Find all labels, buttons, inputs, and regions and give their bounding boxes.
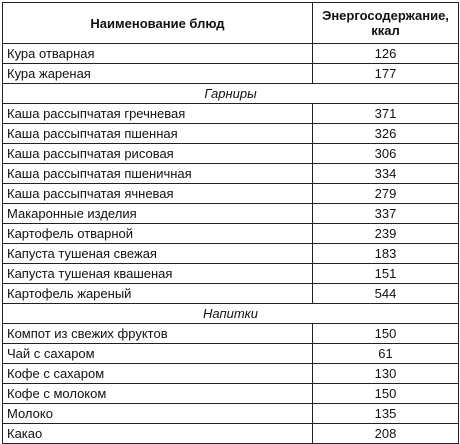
- dish-name-cell: Кура отварная: [3, 44, 313, 64]
- dish-name-cell: Капуста тушеная свежая: [3, 244, 313, 264]
- dish-name-cell: Каша рассыпчатая пшеничная: [3, 164, 313, 184]
- table-body: [3, 44, 459, 444]
- dish-name-cell: Каша рассыпчатая ячневая: [3, 184, 313, 204]
- section-row: [3, 84, 459, 104]
- table-row: [3, 364, 459, 384]
- energy-value-cell: 61: [313, 344, 459, 364]
- header-dish-name: Наименование блюд: [3, 3, 313, 44]
- energy-value-cell: 183: [313, 244, 459, 264]
- dish-name-cell: Какао: [3, 424, 313, 444]
- energy-value-cell: 239: [313, 224, 459, 244]
- dish-name-cell: Картофель отварной: [3, 224, 313, 244]
- dish-name-cell: Капуста тушеная квашеная: [3, 264, 313, 284]
- table-row: [3, 164, 459, 184]
- table-row: [3, 284, 459, 304]
- table-row: [3, 384, 459, 404]
- section-row: [3, 304, 459, 324]
- energy-table: [2, 2, 459, 444]
- dish-name-cell: Чай с сахаром: [3, 344, 313, 364]
- table-row: [3, 144, 459, 164]
- energy-value-cell: 326: [313, 124, 459, 144]
- dish-name-cell: Компот из свежих фруктов: [3, 324, 313, 344]
- dish-name-cell: Кофе с сахаром: [3, 364, 313, 384]
- dish-name-cell: Молоко: [3, 404, 313, 424]
- table-row: [3, 404, 459, 424]
- dish-name-cell: Каша рассыпчатая гречневая: [3, 104, 313, 124]
- energy-value-cell: 177: [313, 64, 459, 84]
- dish-name-cell: Кофе с молоком: [3, 384, 313, 404]
- table-row: [3, 184, 459, 204]
- energy-value-cell: 130: [313, 364, 459, 384]
- energy-value-cell: 306: [313, 144, 459, 164]
- table-row: [3, 224, 459, 244]
- table-row: [3, 204, 459, 224]
- table-row: [3, 44, 459, 64]
- table-row: [3, 64, 459, 84]
- table-row: [3, 244, 459, 264]
- energy-value-cell: 150: [313, 324, 459, 344]
- table-row: [3, 344, 459, 364]
- energy-value-cell: 126: [313, 44, 459, 64]
- energy-value-cell: 135: [313, 404, 459, 424]
- dish-name-cell: Каша рассыпчатая рисовая: [3, 144, 313, 164]
- energy-value-cell: 151: [313, 264, 459, 284]
- section-title: Напитки: [3, 304, 459, 324]
- dish-name-cell: Каша рассыпчатая пшенная: [3, 124, 313, 144]
- energy-value-cell: 337: [313, 204, 459, 224]
- table-row: [3, 124, 459, 144]
- energy-value-cell: 279: [313, 184, 459, 204]
- energy-value-cell: 150: [313, 384, 459, 404]
- table-header-row: [3, 3, 459, 44]
- energy-value-cell: 208: [313, 424, 459, 444]
- energy-value-cell: 544: [313, 284, 459, 304]
- table-row: [3, 324, 459, 344]
- table-row: [3, 104, 459, 124]
- dish-name-cell: Кура жареная: [3, 64, 313, 84]
- dish-name-cell: Макаронные изделия: [3, 204, 313, 224]
- section-title: Гарниры: [3, 84, 459, 104]
- energy-value-cell: 371: [313, 104, 459, 124]
- table-row: [3, 264, 459, 284]
- dish-name-cell: Картофель жареный: [3, 284, 313, 304]
- energy-value-cell: 334: [313, 164, 459, 184]
- table-row: [3, 424, 459, 444]
- header-energy: Энергосодержание, ккал: [313, 3, 459, 44]
